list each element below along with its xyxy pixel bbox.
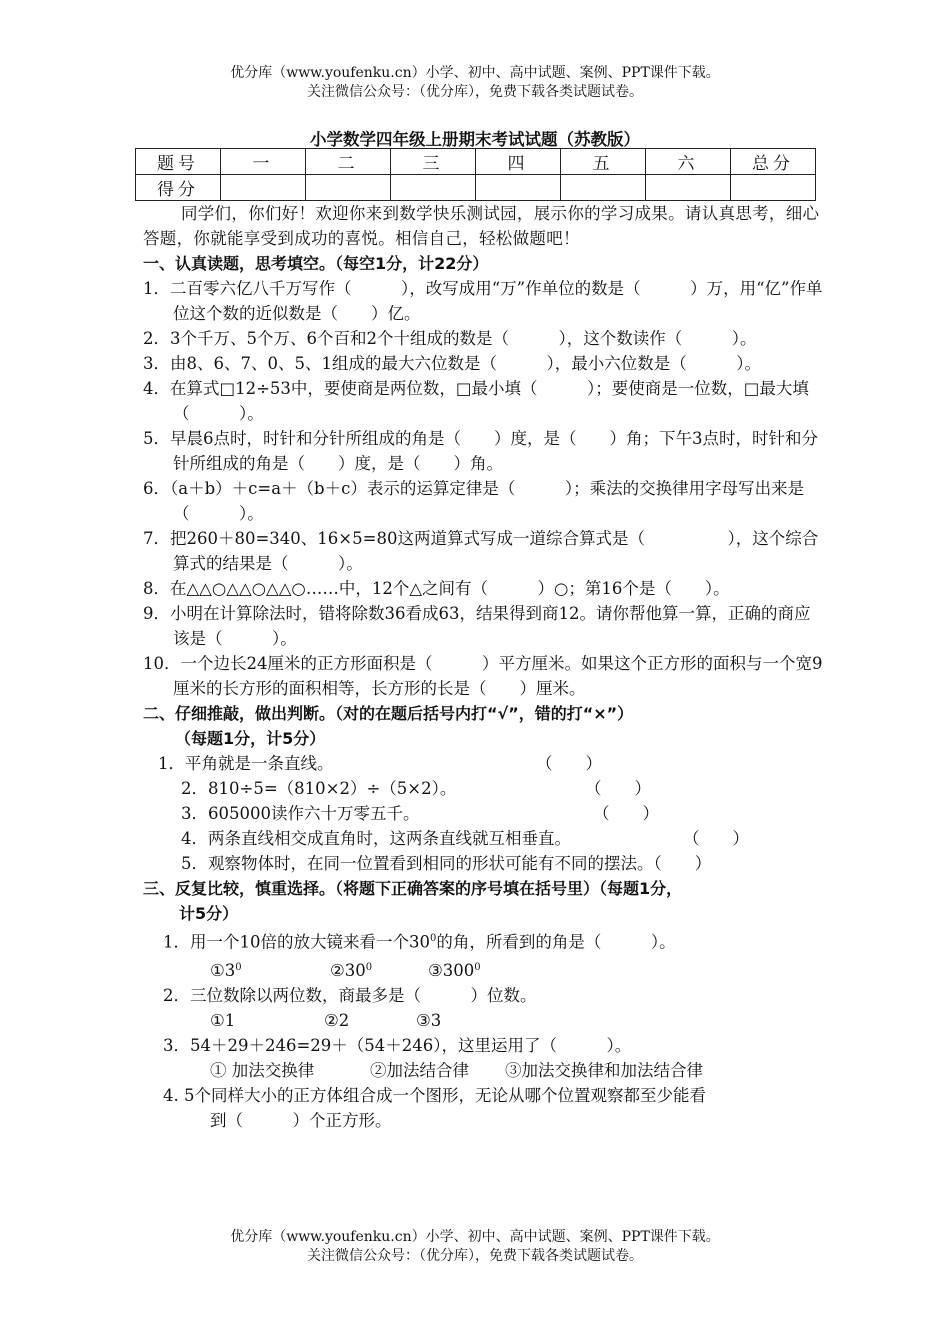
page-footer: [0, 1228, 950, 1266]
fill-question-1: 1．二百零六亿八千万写作（ ），改写成用“万”作单位的数是（ ）万，用“亿”作单位这个数的近似数是（ ）亿。: [143, 279, 823, 323]
score-entry-cell[interactable]: [221, 175, 306, 201]
judge-question-1: [143, 751, 823, 776]
degree-superscript: 0: [430, 933, 437, 944]
fill-question-9: 9．小明在计算除法时，错将除数36看成63，结果得到商12。请你帮他算一算，正确的商应该是（ ）。: [143, 604, 811, 648]
header-line-2: 关注微信公众号：（优分库），免费下载各类试题试卷。: [307, 84, 643, 100]
choice-option[interactable]: ②加法结合律: [370, 1061, 469, 1080]
choice-question-1: [143, 926, 823, 955]
score-header-cell: 三: [391, 149, 476, 175]
fill-question-2: 2．3个千万、5个万、6个百和2个十组成的数是（ ），这个数读作（ ）。: [143, 329, 757, 348]
score-entry-cell[interactable]: [306, 175, 391, 201]
header-line-1: 优分库（www.youfenku.cn）小学、初中、高中试题、案例、PPT课件下载。: [230, 65, 720, 81]
score-header-cell: 五: [561, 149, 646, 175]
choice-question-2: 2．三位数除以两位数，商最多是（ ）位数。: [163, 986, 537, 1005]
degree-superscript: 0: [474, 961, 481, 973]
score-header-cell: 二: [306, 149, 391, 175]
choice-question-text: 1．用一个10倍的放大镜来看一个30: [163, 932, 430, 952]
fill-question-6: 6．（a＋b）＋c=a＋（b＋c）表示的运算定律是（ ）；乘法的交换律用字母写出来是（ ）。: [143, 479, 805, 523]
choice-option[interactable]: ① 加法交换律: [210, 1061, 315, 1080]
section-2-heading: 二、仔细推敲，做出判断。（对的在题后括号内打“√”，错的打“×”）: [143, 704, 634, 723]
score-table-header-row: [136, 149, 816, 175]
fill-question-8: 8．在△△○△△○△△○……中，12个△之间有（ ）○；第16个是（ ）。: [143, 579, 730, 598]
option-label: ①3: [210, 961, 236, 980]
choice-option[interactable]: ①1: [210, 1011, 236, 1030]
choice-options-1: [143, 955, 823, 984]
score-header-cell: 四: [476, 149, 561, 175]
fill-question-7: 7．把260＋80=340、16×5=80这两道算式写成一道综合算式是（ ），这个综合算式的结果是（ ）。: [143, 529, 819, 573]
exam-title: 小学数学四年级上册期末考试试题（苏教版）: [310, 130, 640, 149]
judge-answer-bracket[interactable]: （ ）: [683, 829, 749, 848]
score-entry-cell[interactable]: [476, 175, 561, 201]
fill-question-4: 4．在算式□12÷53中，要使商是两位数，□最小填（ ）；要使商是一位数，□最大填（ ）。: [143, 379, 809, 423]
choice-question-3: 3．54＋29＋246=29＋（54＋246），这里运用了（ ）。: [163, 1036, 632, 1055]
fill-question-10: 10．一个边长24厘米的正方形面积是（ ）平方厘米。如果这个正方形的面积与一个宽9厘米的长方形的面积相等，长方形的长是（ ）厘米。: [143, 654, 823, 698]
score-entry-cell[interactable]: [731, 175, 816, 201]
section-3-points: 计5分）: [179, 904, 239, 923]
score-table: [135, 148, 816, 201]
judge-question-text: 2．810÷5=（810×2）÷（5×2）。: [181, 779, 457, 798]
choice-options-2: [143, 1008, 823, 1033]
choice-option[interactable]: [428, 955, 481, 984]
score-entry-cell[interactable]: [646, 175, 731, 201]
judge-question-text: 1．平角就是一条直线。: [158, 754, 334, 773]
option-label: ②30: [330, 961, 366, 980]
judge-question-text: 3．605000读作六十万零五千。: [181, 804, 420, 823]
judge-question-3: [143, 801, 823, 826]
score-entry-cell[interactable]: [561, 175, 646, 201]
page-header: [0, 64, 950, 102]
fill-question-3: 3．由8、6、7、0、5、1组成的最大六位数是（ ），最小六位数是（ ）。: [143, 354, 761, 373]
choice-question-4-continued: 到（ ）个正方形。: [210, 1111, 392, 1130]
judge-question-5: [143, 851, 823, 876]
score-label-cell: 得分: [136, 175, 221, 201]
judge-question-2: [143, 776, 823, 801]
score-header-cell: 总分: [731, 149, 816, 175]
section-1-heading: 一、认真读题，思考填空。（每空1分，计22分）: [143, 254, 489, 273]
choice-option[interactable]: [330, 955, 428, 984]
judge-question-4: [143, 826, 823, 851]
judge-answer-bracket[interactable]: （ ）: [653, 854, 712, 873]
score-header-cell: 一: [221, 149, 306, 175]
footer-line-1: 优分库（www.youfenku.cn）小学、初中、高中试题、案例、PPT课件下载。: [230, 1229, 720, 1245]
judge-answer-bracket[interactable]: （ ）: [536, 754, 602, 773]
section-3-heading: 三、反复比较，慎重选择。（将题下正确答案的序号填在括号里）（每题1分，: [143, 879, 683, 898]
exam-body: [143, 201, 823, 1133]
choice-option[interactable]: ②2: [324, 1011, 350, 1030]
intro-paragraph: 同学们，你们好！欢迎你来到数学快乐测试园，展示你的学习成果。请认真思考，细心答题，你就能享受到成功的喜悦。相信自己，轻松做题吧！: [143, 204, 820, 248]
judge-answer-bracket[interactable]: （ ）: [585, 779, 651, 798]
score-table-score-row: [136, 175, 816, 201]
degree-superscript: 0: [235, 961, 242, 973]
choice-question-4: 4. 5个同样大小的正方体组合成一个图形，无论从哪个位置观察都至少能看: [163, 1086, 706, 1105]
score-entry-cell[interactable]: [391, 175, 476, 201]
fill-question-5: 5．早晨6点时，时针和分针所组成的角是（ ）度，是（ ）角；下午3点时，时针和分针所组成的角是（ ）度，是（ ）角。: [143, 429, 818, 473]
judge-question-text: 5．观察物体时，在同一位置看到相同的形状可能有不同的摆法。: [181, 854, 654, 873]
score-header-cell: 六: [646, 149, 731, 175]
footer-line-2: 关注微信公众号：（优分库），免费下载各类试题试卷。: [307, 1248, 643, 1264]
choice-option[interactable]: ③3: [416, 1011, 442, 1030]
option-label: ③300: [428, 961, 475, 980]
choice-options-3: [143, 1058, 823, 1083]
judge-question-text: 4．两条直线相交成直角时，这两条直线就互相垂直。: [181, 829, 571, 848]
degree-superscript: 0: [365, 961, 373, 973]
judge-answer-bracket[interactable]: （ ）: [593, 804, 659, 823]
choice-question-text-end: 的角，所看到的角是（ ）。: [436, 932, 676, 952]
choice-option[interactable]: [210, 955, 330, 984]
choice-option[interactable]: ③加法交换律和加法结合律: [505, 1061, 703, 1080]
score-header-cell: 题号: [136, 149, 221, 175]
section-2-points: （每题1分，计5分）: [175, 729, 326, 748]
